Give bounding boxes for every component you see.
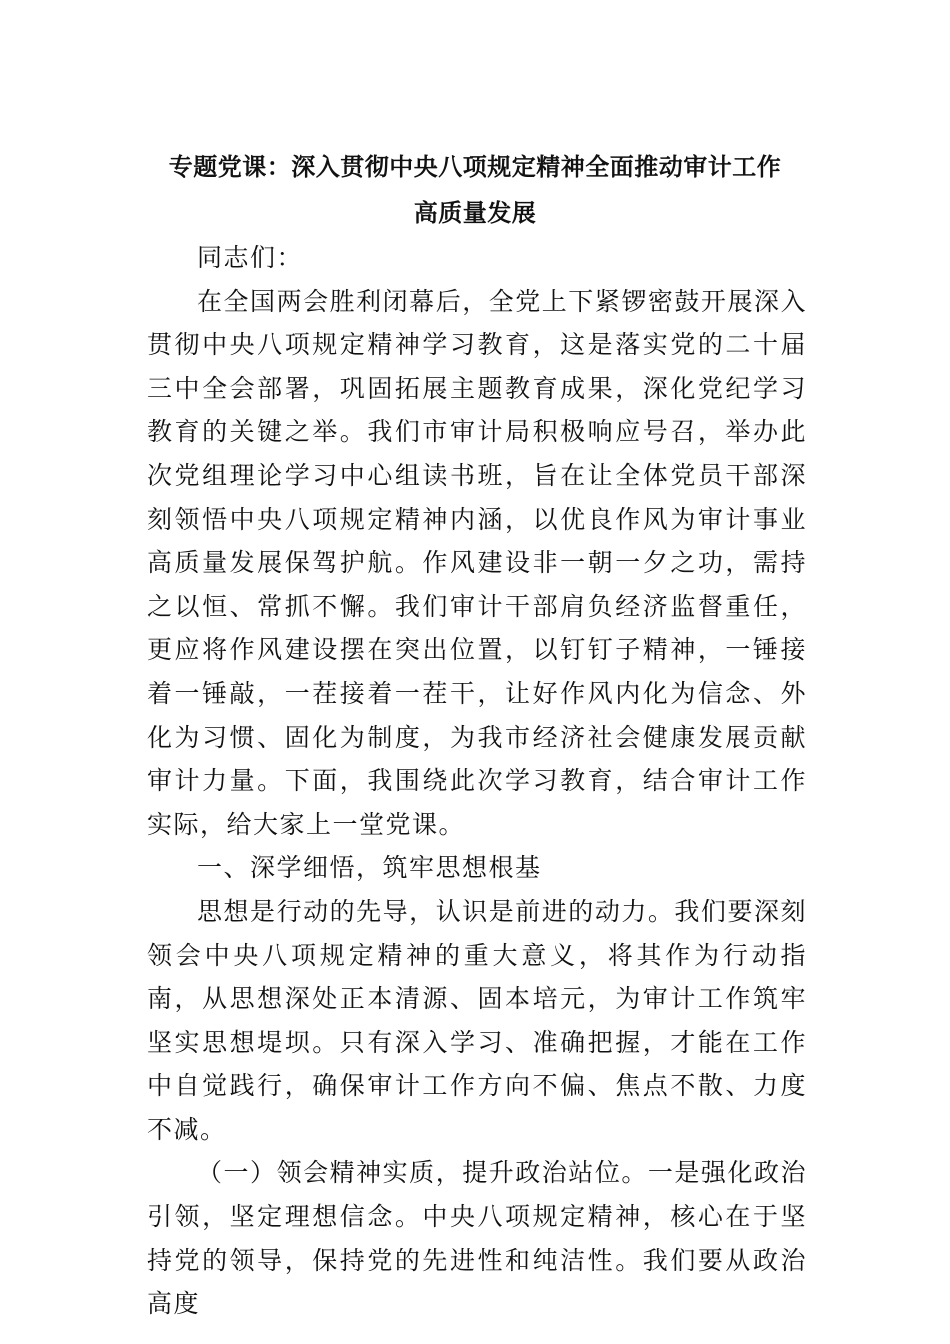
section-1-heading: 一、深学细悟，筑牢思想根基 xyxy=(197,853,542,883)
document-body xyxy=(147,236,807,1326)
document-title-line-1: 专题党课：深入贯彻中央八项规定精神全面推动审计工作 xyxy=(168,153,782,181)
subsection-1-paragraph: （一）领会精神实质，提升政治站位。一是强化政治引领，坚定理想信念。中央八项规定精神，核心在于坚持党的领导，保持党的先进性和纯洁性。我们要从政治高度 xyxy=(147,1158,807,1319)
document-title-line-2: 高质量发展 xyxy=(413,199,537,227)
section-1-paragraph: 思想是行动的先导，认识是前进的动力。我们要深刻领会中央八项规定精神的重大意义，将其作为行动指南，从思想深处正本清源、固本培元，为审计工作筑牢坚实思想堤坝。只有深入学习、准确把握，才能在工作中自觉践行，确保审计工作方向不偏、焦点不散、力度不减。 xyxy=(147,896,807,1144)
salutation: 同志们： xyxy=(197,243,304,272)
intro-paragraph: 在全国两会胜利闭幕后，全党上下紧锣密鼓开展深入贯彻中央八项规定精神学习教育，这是落实党的二十届三中全会部署，巩固拓展主题教育成果，深化党纪学习教育的关键之举。我们市审计局积极响应号召，举办此次党组理论学习中心组读书班，旨在让全体党员干部深刻领悟中央八项规定精神内涵，以优良作风为审计事业高质量发展保驾护航。作风建设非一朝一夕之功，需持之以恒、常抓不懈。我们审计干部肩负经济监督重任，更应将作风建设摆在突出位置，以钉钉子精神，一锤接着一锤敲，一茬接着一茬干，让好作风内化为信念、外化为习惯、固化为制度，为我市经济社会健康发展贡献审计力量。下面，我围绕此次学习教育，结合审计工作实际，给大家上一堂党课。 xyxy=(147,286,807,839)
